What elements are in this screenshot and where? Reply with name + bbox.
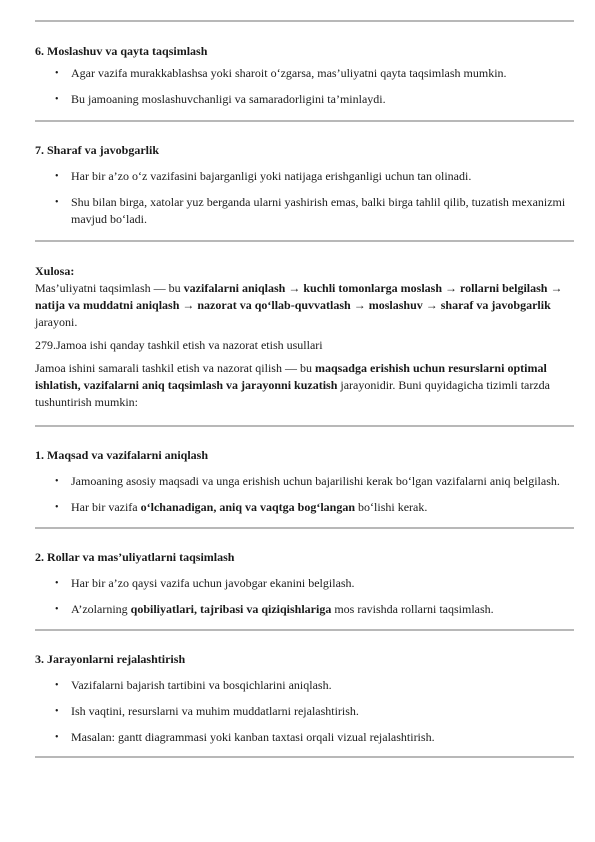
list-item: • Bu jamoaning moslashuvchanligi va samaradorligini ta’minlaydi. xyxy=(55,92,386,106)
bullet-icon: • xyxy=(55,171,59,182)
section-2-title: 2. Rollar va mas’uliyatlarni taqsimlash xyxy=(35,550,235,564)
divider xyxy=(35,240,574,242)
list-item: • A’zolarning qobiliyatlari, tajribasi va qiziqishlariga mos ravishda rollarni taqsimlash. xyxy=(55,602,494,616)
list-item: • Shu bilan birga, xatolar yuz berganda ularni yashirish emas, balki birga tahlil qilib, tuzatish mexanizmi mavjud bo‘ladi. xyxy=(55,195,566,226)
bullet-icon: • xyxy=(55,604,59,615)
divider xyxy=(35,629,574,631)
bullet-icon: • xyxy=(55,706,59,717)
list-item: • Ish vaqtini, resurslarni va muhim muddatlarni rejalashtirish. xyxy=(55,704,359,718)
section-6-title: 6. Moslashuv va qayta taqsimlash xyxy=(35,44,208,58)
bullet-icon: • xyxy=(55,197,59,208)
list-item: • Vazifalarni bajarish tartibini va bosqichlarini aniqlash. xyxy=(55,678,332,692)
divider xyxy=(35,527,574,529)
divider xyxy=(35,20,574,22)
divider xyxy=(35,756,574,758)
list-item: • Masalan: gantt diagrammasi yoki kanban taxtasi orqali vizual rejalashtirish. xyxy=(55,730,435,744)
bullet-icon: • xyxy=(55,732,59,743)
list-item: • Agar vazifa murakkablashsa yoki sharoit o‘zgarsa, mas’uliyatni qayta taqsimlash mumkin. xyxy=(55,66,507,80)
list-item: • Har bir a’zo qaysi vazifa uchun javobgar ekanini belgilash. xyxy=(55,576,355,590)
summary-label: Xulosa: xyxy=(35,264,75,278)
section-6-list xyxy=(35,65,574,108)
section-2-list xyxy=(35,575,574,618)
list-item: • Har bir vazifa o‘lchanadigan, aniq va vaqtga bog‘langan bo‘lishi kerak. xyxy=(55,500,428,514)
bullet-icon: • xyxy=(55,68,59,79)
question-heading: 279.Jamoa ishi qanday tashkil etish va nazorat etish usullari xyxy=(35,338,323,352)
intro-text: Jamoa ishini samarali tashkil etish va nazorat qilish — bu maqsadga erishish uchun resurslarni optimal ishlatish, vazifalarni aniq taqsimlash va jarayonni kuzatish jarayonidir. Buni quyidagicha tizimli tarzda tushuntirish mumkin: xyxy=(35,361,550,409)
bullet-icon: • xyxy=(55,476,59,487)
divider xyxy=(35,120,574,122)
section-1-title: 1. Maqsad va vazifalarni aniqlash xyxy=(35,448,209,462)
section-7-title: 7. Sharaf va javobgarlik xyxy=(35,143,160,157)
divider xyxy=(35,425,574,427)
list-item: • Har bir a’zo o‘z vazifasini bajarganligi yoki natijaga erishganligi uchun tan olinadi. xyxy=(55,169,472,183)
summary-text: Mas’uliyatni taqsimlash — bu vazifalarni aniqlash → kuchli tomonlarga moslash → rollarni belgilash → natija va muddatni aniqlash → nazorat va qo‘llab-quvvatlash → moslashuv → sharaf va javobgarlik jarayoni. xyxy=(35,281,563,329)
section-7-list xyxy=(35,168,574,228)
bullet-icon: • xyxy=(55,680,59,691)
bullet-icon: • xyxy=(55,94,59,105)
list-item: • Jamoaning asosiy maqsadi va unga erishish uchun bajarilishi kerak bo‘lgan vazifalarni aniq belgilash. xyxy=(55,474,560,488)
bullet-icon: • xyxy=(55,502,59,513)
bullet-icon: • xyxy=(55,578,59,589)
section-3-title: 3. Jarayonlarni rejalashtirish xyxy=(35,652,186,666)
document-page xyxy=(35,0,574,758)
section-3-list xyxy=(35,677,574,746)
section-1-list xyxy=(35,473,574,516)
